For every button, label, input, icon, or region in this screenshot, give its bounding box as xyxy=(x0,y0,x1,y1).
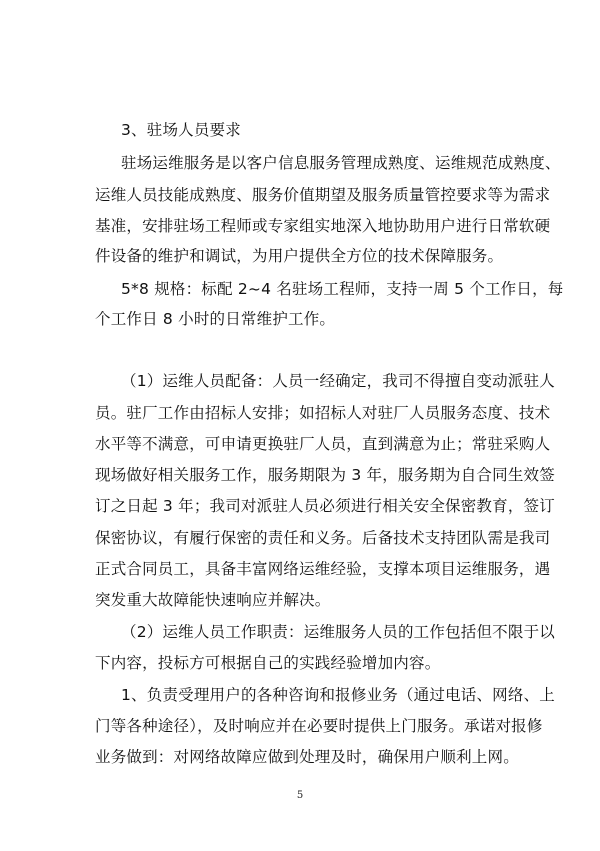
staffing-line-6: 保密协议，有履行保密的责任和义务。后备技术支持团队需是我司 xyxy=(95,529,551,547)
staffing-line-5: 订之日起 3 年；我司对派驻人员必须进行相关安全保密教育，签订 xyxy=(95,497,555,515)
spec-line-2: 个工作日 8 小时的日常维护工作。 xyxy=(95,310,336,328)
intro-line-2: 运维人员技能成熟度、服务价值期望及服务质量管控要求等为需求 xyxy=(95,186,551,204)
page-number: 5 xyxy=(296,790,304,801)
duties-line-1: （2）运维人员工作职责：运维服务人员的工作包括但不限于以 xyxy=(121,623,555,641)
staffing-line-3: 水平等不满意，可申请更换驻厂人员，直到满意为止；常驻采购人 xyxy=(95,435,551,453)
staffing-line-4: 现场做好相关服务工作，服务期限为 3 年，服务期为自合同生效签 xyxy=(95,466,555,484)
duties-line-2: 下内容，投标方可根据自己的实践经验增加内容。 xyxy=(95,654,441,672)
staffing-line-2: 员。驻厂工作由招标人安排；如招标人对驻厂人员服务态度、技术 xyxy=(95,404,551,422)
staffing-line-7: 正式合同员工，具备丰富网络运维经验，支撑本项目运维服务，遇 xyxy=(95,560,551,578)
staffing-line-8: 突发重大故障能快速响应并解决。 xyxy=(95,591,331,609)
item1-line-2: 门等各种途径），及时响应并在必要时提供上门服务。承诺对报修 xyxy=(95,717,543,735)
intro-line-1: 驻场运维服务是以客户信息服务管理成熟度、运维规范成熟度、 xyxy=(121,154,561,172)
intro-line-3: 基准，安排驻场工程师或专家组实地深入地协助用户进行日常软硬 xyxy=(95,217,551,235)
intro-line-4: 件设备的维护和调试，为用户提供全方位的技术保障服务。 xyxy=(95,247,504,265)
item1-line-1: 1、负责受理用户的各种咨询和报修业务（通过电话、网络、上 xyxy=(121,686,555,704)
spec-line-1: 5*8 规格：标配 2~4 名驻场工程师，支持一周 5 个工作日，每 xyxy=(121,280,564,298)
section-heading: 3、驻场人员要求 xyxy=(121,121,241,139)
staffing-line-1: （1）运维人员配备：人员一经确定，我司不得擅自变动派驻人 xyxy=(121,372,555,390)
item1-line-3: 业务做到：对网络故障应做到处理及时，确保用户顺利上网。 xyxy=(95,748,519,766)
